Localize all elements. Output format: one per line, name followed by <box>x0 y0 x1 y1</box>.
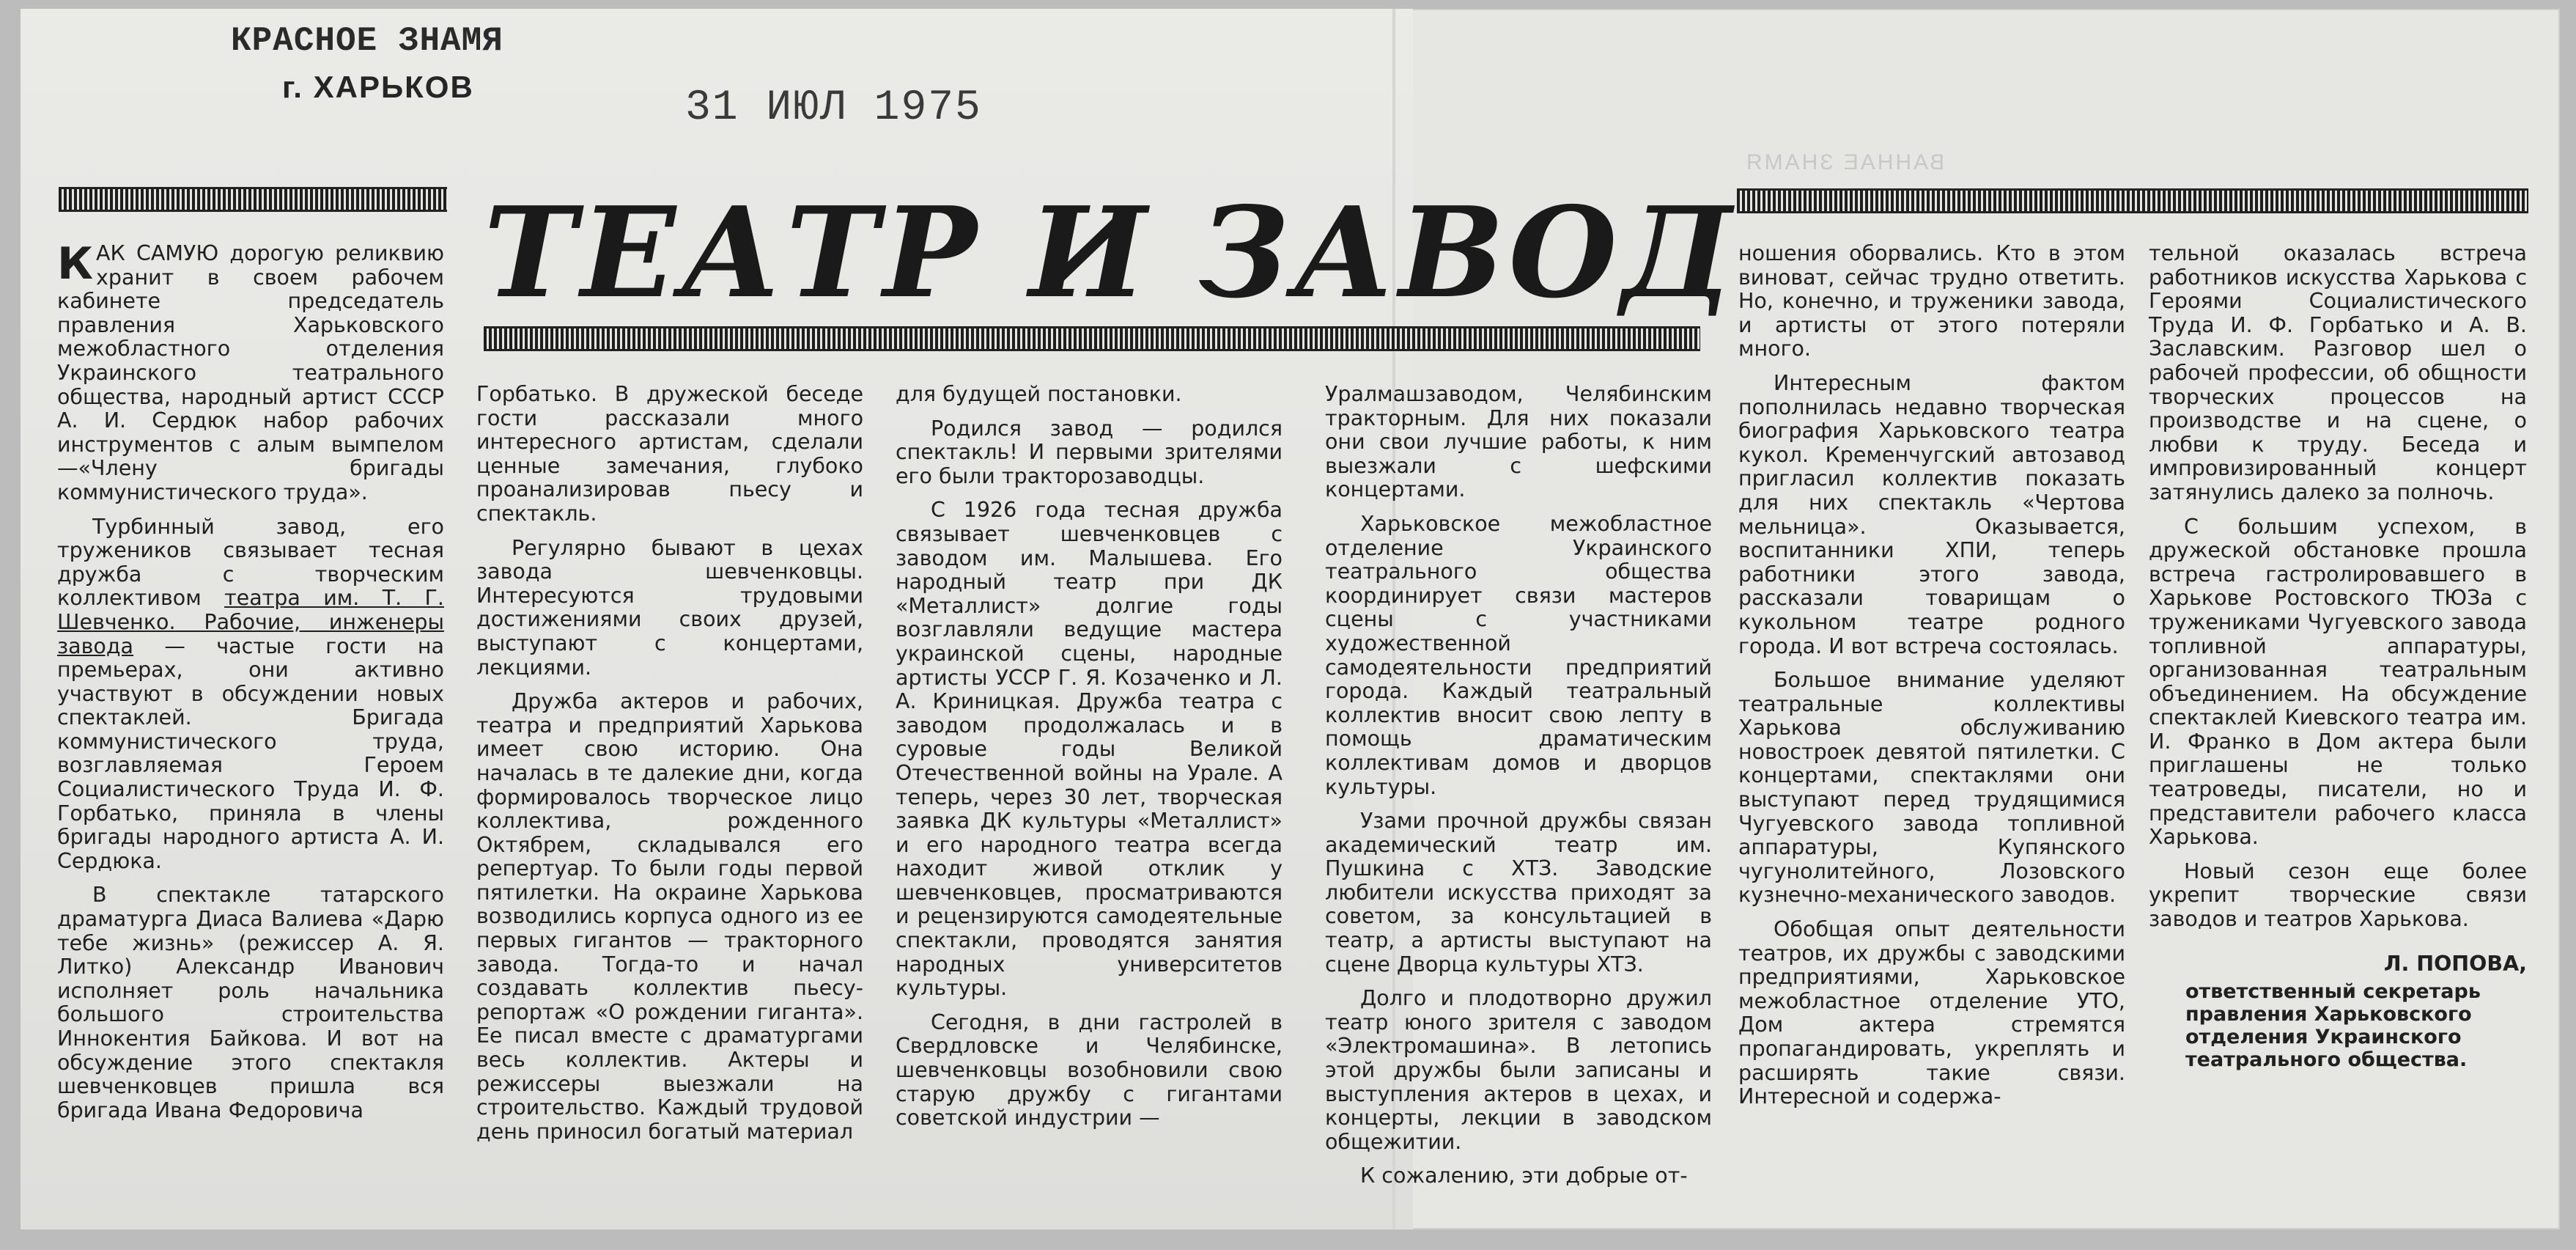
author-name: Л. ПОПОВА, <box>2383 951 2527 976</box>
author-role: ответственный секретарь правления Харьковского отделения Украинского театрального общества. <box>2185 980 2481 1072</box>
underlined-text: театра им. Т. Г. Шевченко. Рабочие, инженеры завода <box>57 586 444 658</box>
paragraph: Интересным фактом пополнилась недавно творческая биография Харьковского театра кукол. Кременчугский автозавод пригласил коллектив показать для них спектакль «Чертова мельница». Оказывается, воспитанники ХПИ, теперь работники этого завода, рассказали товарищам о кукольном театре родного города. И вот встреча состоялась. <box>1738 370 2125 658</box>
paragraph-text: Турбинный завод, его тружеников связывает тесная дружба с творческим коллективом <box>57 514 444 611</box>
newspaper-name-stamp: КРАСНОЕ ЗНАМЯ <box>231 22 503 60</box>
paragraph-text: АК САМУЮ дорогую реликвию хранит в своем рабочем кабинете председатель правления Харьковского межобластного отделения Украинского театрального общества, народный артист СССР А. И. Сердюк набор рабочих инструментов с алым вымпелом—«Члену бригады коммунистического труда». <box>57 241 444 504</box>
article-column-4 <box>1325 383 1712 1188</box>
paragraph: К сожалению, эти добрые от- <box>1360 1163 1688 1188</box>
article-column-2 <box>476 383 863 1144</box>
paragraph: Родился завод — родился спектакль! И первыми зрителями его были тракторозаводцы. <box>896 416 1283 488</box>
paragraph: Харьковское межобластное отделение Украинского театрального общества координирует связи мастеров сцены с участниками художественной самодеятельности предприятий города. Каждый театральный коллектив вносит свою лепту в помощь драматическим коллективам домов и дворцов культуры. <box>1325 511 1712 799</box>
paragraph: для будущей постановки. <box>896 382 1182 406</box>
city-stamp: г. ХАРЬКОВ <box>282 70 474 104</box>
paragraph: Обобщая опыт деятельности театров, их дружбы с заводскими предприятиями, Харьковское межобластное отделение УТО, Дом актера стремятся пропагандировать, укреплять и расширять такие связи. Интересной и содержа- <box>1738 917 2125 1109</box>
paragraph <box>57 238 444 505</box>
hatched-rule-under-headline <box>484 326 1700 351</box>
article-column-6 <box>2149 242 2527 1071</box>
paragraph-text: — частые гости на премьерах, они активно участвуют в обсуждении новых спектаклей. Бригада коммунистического труда, возглавляемая Героем Социалистического Труда И. Ф. Горбатько, приняла в члены бригады народного артиста А. И. Сердюка. <box>57 633 444 873</box>
hatched-rule-right <box>1737 188 2528 213</box>
article-column-1 <box>57 238 444 1122</box>
paragraph: С 1926 года тесная дружба связывает шевченковцев с заводом им. Малышева. Его народный театр при ДК «Металлист» долгие годы возглавляли ведущие мастера украинской сцены, народные артисты УССР Г. Я. Козаченко и Л. А. Криницкая. Дружба театра с заводом продолжалась и в суровые годы Великой Отечественной войны на Урале. А теперь, через 30 лет, творческая заявка ДК культуры «Металлист» и его народного театра всегда находит живой отклик у шевченковцев, просматриваются и рецензируются самодеятельные спектакли, проводятся занятия народных университетов культуры. <box>896 498 1283 1001</box>
paragraph: Большое внимание уделяют театральные коллективы Харькова обслуживанию новостроек девятой пятилетки. С концертами, спектаклями они выступают перед трудящимися Чугуевского завода топливной аппаратуры, Купянского чугунолитейного, Лозовского кузнечно-механического заводов. <box>1738 668 2125 908</box>
bleed-through-text: ВАННАЕ ЗНАМЯ <box>1744 150 1945 174</box>
paragraph: Сегодня, в дни гастролей в Свердловске и Челябинске, шевченковцы возобновили свою старую дружбу с гигантами советской индустрии — <box>896 1010 1283 1130</box>
hatched-rule-left <box>59 187 447 212</box>
paragraph: ношения оборвались. Кто в этом виноват, сейчас трудно ответить. Но, конечно, и труженики завода, и артисты от этого потеряли много. <box>1738 241 2125 361</box>
paragraph: Регулярно бывают в цехах завода шевченковцы. Интересуются трудовыми достижениями своих друзей, выступают с концертами, лекциями. <box>476 535 863 680</box>
paragraph: Узами прочной дружбы связан академический театр им. Пушкина с ХТЗ. Заводские любители искусства приходят за советом, за консультацией в театр, а артисты выступают на сцене Дворца культуры ХТЗ. <box>1325 809 1712 977</box>
paragraph: Уралмашзаводом, Челябинским тракторным. Для них показали они свои лучшие работы, к ним выезжали с шефскими концертами. <box>1325 382 1712 502</box>
paragraph <box>57 515 444 874</box>
paragraph: Дружба актеров и рабочих, театра и предприятий Харькова имеет свою историю. Она началась в те далекие дни, когда формировалось творческое лицо коллектива, рожденного Октябрем, складывался его репертуар. То были годы первой пятилетки. На окраине Харькова возводились корпуса одного из ее первых гигантов — тракторного завода. Тогда-то и начал создавать коллектив пьесу-репортаж «О рождении гиганта». Ее писал вместе с драматургами весь коллектив. Актеры и режиссеры выезжали на строительство. Каждый трудовой день приносил богатый материал <box>476 689 863 1144</box>
paragraph: В спектакле татарского драматурга Диаса Валиева «Дарю тебе жизнь» (режиссер А. Я. Литко) Александр Иванович исполняет роль начальника большого строительства Иннокентия Байкова. И вот на обсуждение этого спектакля шевченковцев пришла вся бригада Ивана Федоровича <box>57 883 444 1122</box>
paragraph: Долго и плодотворно дружил театр юного зрителя с заводом «Электромашина». В летопись этой дружбы были записаны и выступления актеров в цехах, и концерты, лекции в заводском общежитии. <box>1325 986 1712 1154</box>
article-column-5 <box>1738 242 2125 1109</box>
paragraph: Новый сезон еще более укрепит творческие связи заводов и театров Харькова. <box>2149 859 2527 932</box>
paragraph: С большим успехом, в дружеской обстановке прошла встреча гастролировавшего в Харькове Ростовского ТЮЗа с тружениками Чугуевского завода топливной аппаратуры, организованная театральным объединением. На обсуждение спектаклей Киевского театра им. И. Франко в Дом актера были приглашены не только театроведы, писатели, но и представители рабочего класса Харькова. <box>2149 514 2527 850</box>
drop-cap: К <box>57 238 94 290</box>
article-headline: ТЕАТР И ЗАВОД <box>484 180 1737 326</box>
paragraph: тельной оказалась встреча работников искусства Харькова с Героями Социалистического Труда И. Ф. Горбатько и А. В. Заславским. Разговор шел о рабочей профессии, об общности творческих процессов на производстве и на сцене, о любви к труду. Беседа и импровизированный концерт затянулись далеко за полночь. <box>2149 241 2527 504</box>
date-stamp: 31 ИЮЛ 1975 <box>685 84 982 132</box>
article-column-3 <box>896 383 1283 1130</box>
paragraph: Горбатько. В дружеской беседе гости рассказали много интересного артистам, сделали ценные замечания, глубоко проанализировав пьесу и спектакль. <box>476 382 863 526</box>
